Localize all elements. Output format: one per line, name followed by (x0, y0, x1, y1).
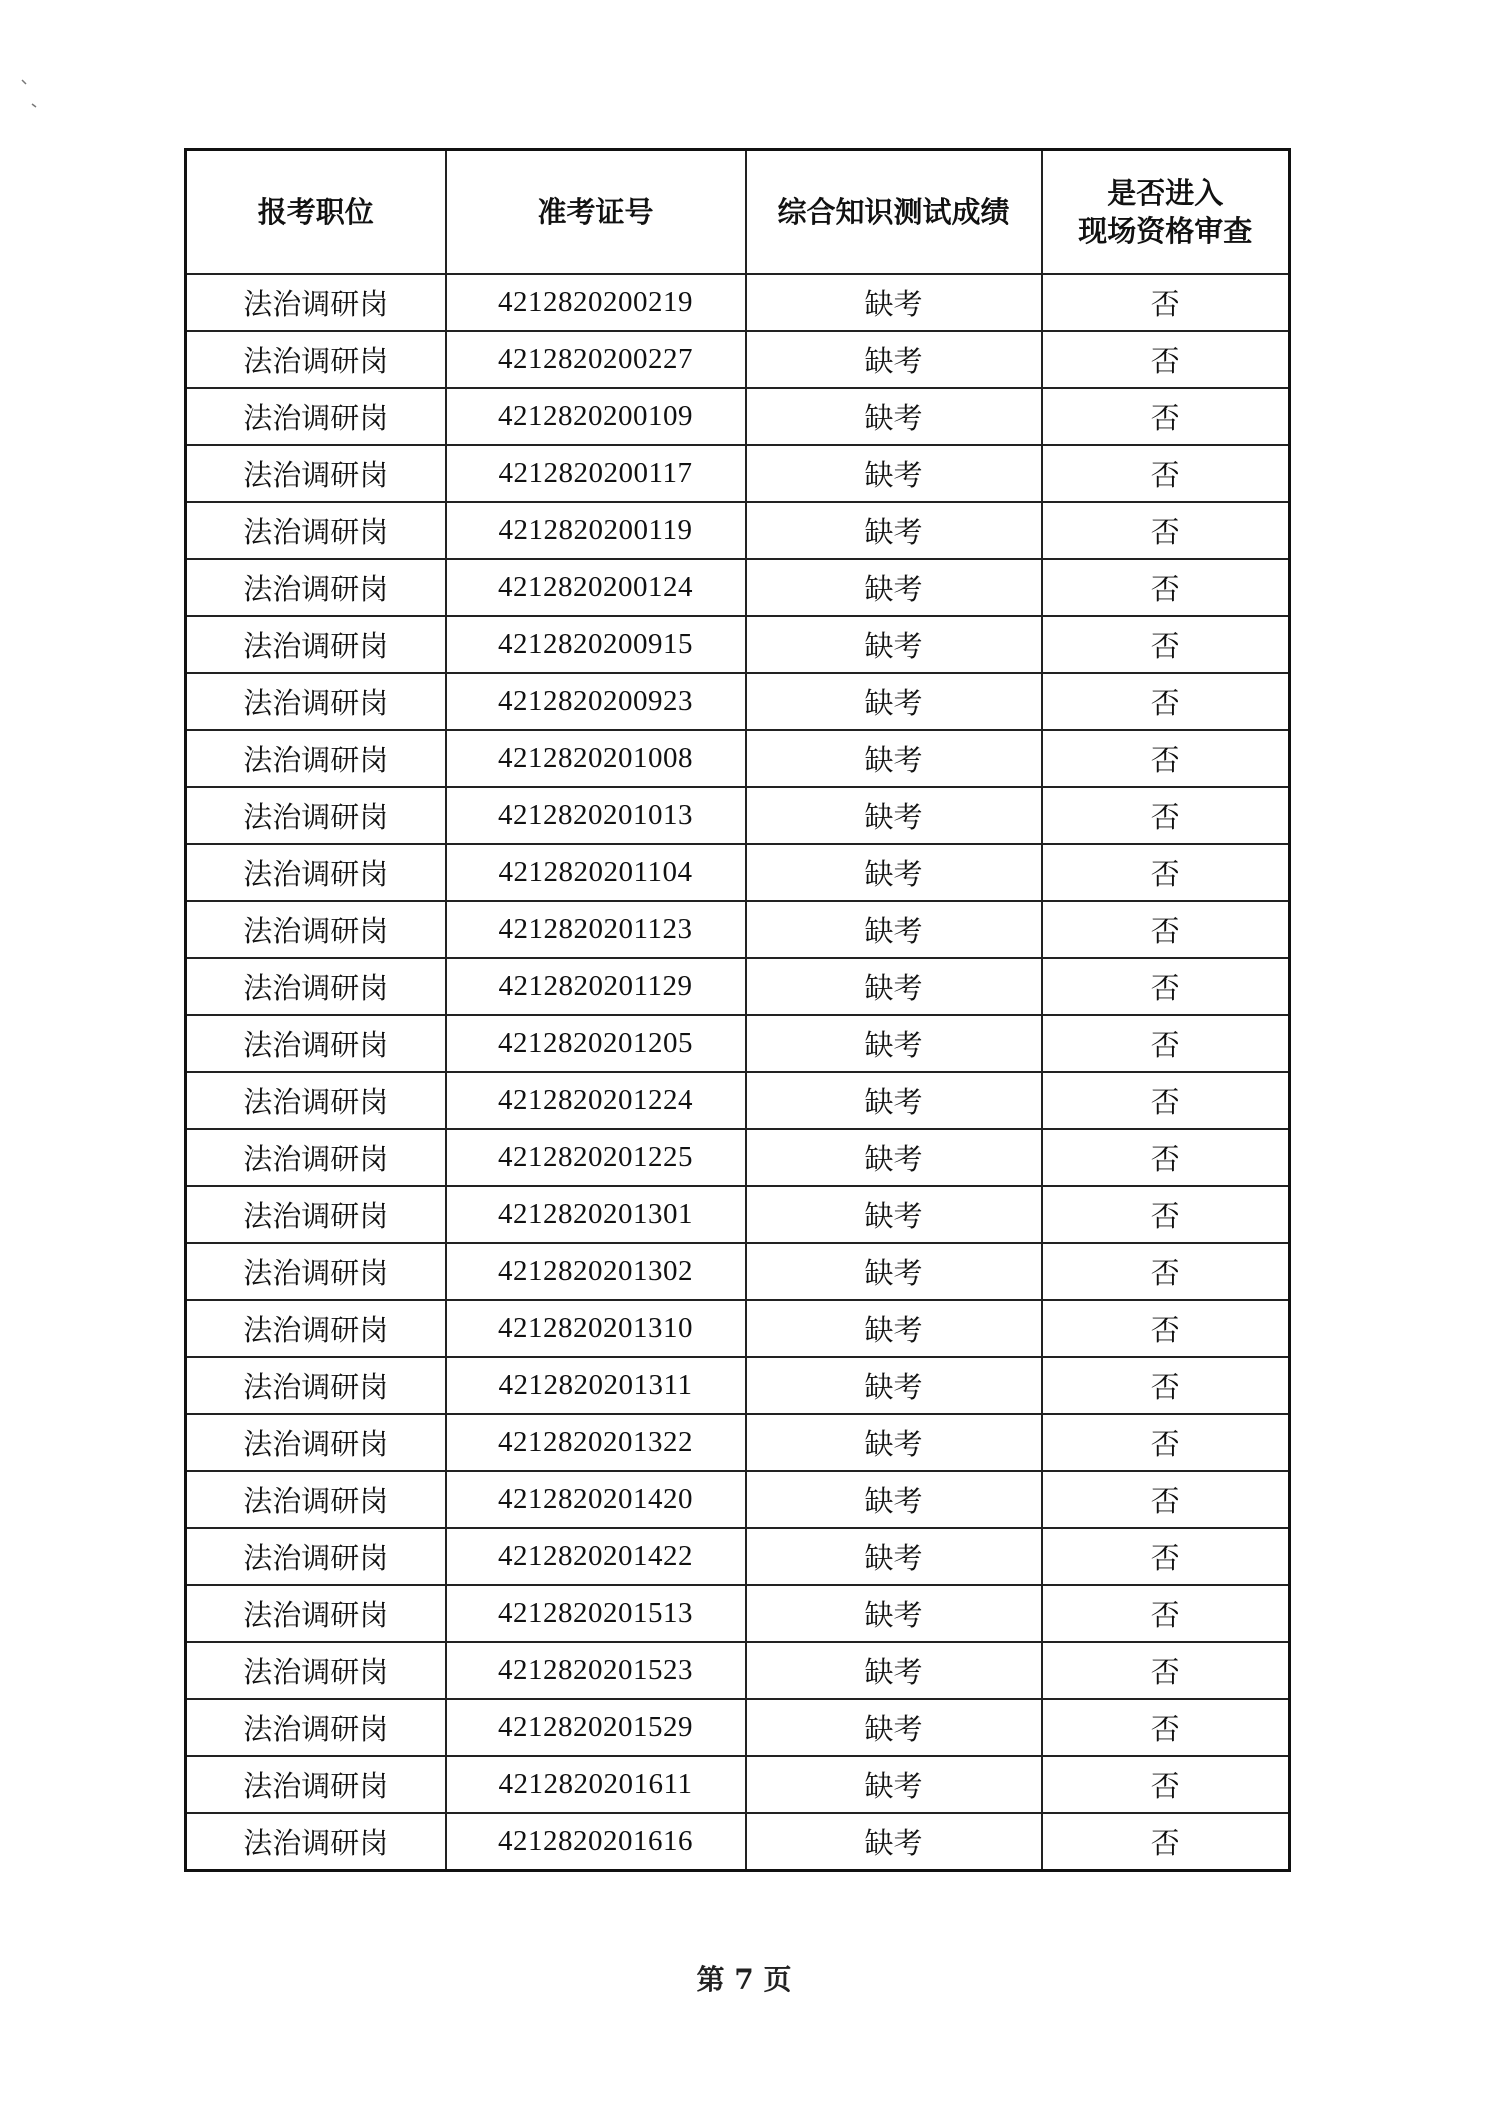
cell-review: 否 (1042, 1186, 1290, 1243)
cell-score: 缺考 (746, 1528, 1042, 1585)
cell-score: 缺考 (746, 1300, 1042, 1357)
cell-review: 否 (1042, 1813, 1290, 1871)
cell-position: 法治调研岗 (186, 559, 446, 616)
cell-exam-number: 4212820201104 (446, 844, 746, 901)
cell-review: 否 (1042, 787, 1290, 844)
table-row (186, 730, 1290, 787)
header-exam-number: 准考证号 (446, 150, 746, 275)
table-row (186, 1186, 1290, 1243)
cell-exam-number: 4212820201311 (446, 1357, 746, 1414)
cell-score: 缺考 (746, 1186, 1042, 1243)
cell-position: 法治调研岗 (186, 1528, 446, 1585)
cell-exam-number: 4212820200124 (446, 559, 746, 616)
table-row (186, 1072, 1290, 1129)
cell-position: 法治调研岗 (186, 1300, 446, 1357)
table-row (186, 1357, 1290, 1414)
cell-review: 否 (1042, 673, 1290, 730)
cell-review: 否 (1042, 1300, 1290, 1357)
table-row (186, 1585, 1290, 1642)
cell-exam-number: 4212820201301 (446, 1186, 746, 1243)
table-row (186, 1528, 1290, 1585)
table-row (186, 388, 1290, 445)
cell-score: 缺考 (746, 1756, 1042, 1813)
cell-exam-number: 4212820200227 (446, 331, 746, 388)
cell-review: 否 (1042, 1642, 1290, 1699)
cell-exam-number: 4212820201013 (446, 787, 746, 844)
cell-position: 法治调研岗 (186, 844, 446, 901)
table-row (186, 1300, 1290, 1357)
cell-position: 法治调研岗 (186, 1471, 446, 1528)
cell-review: 否 (1042, 1585, 1290, 1642)
cell-review: 否 (1042, 1471, 1290, 1528)
header-review (1042, 150, 1290, 275)
cell-exam-number: 4212820200119 (446, 502, 746, 559)
cell-review: 否 (1042, 388, 1290, 445)
table-row (186, 901, 1290, 958)
cell-review: 否 (1042, 730, 1290, 787)
cell-exam-number: 4212820201420 (446, 1471, 746, 1528)
cell-position: 法治调研岗 (186, 1585, 446, 1642)
table-row (186, 673, 1290, 730)
cell-score: 缺考 (746, 1129, 1042, 1186)
cell-score: 缺考 (746, 274, 1042, 331)
table-row (186, 958, 1290, 1015)
cell-exam-number: 4212820201310 (446, 1300, 746, 1357)
cell-position: 法治调研岗 (186, 445, 446, 502)
cell-exam-number: 4212820201422 (446, 1528, 746, 1585)
cell-exam-number: 4212820200117 (446, 445, 746, 502)
cell-position: 法治调研岗 (186, 958, 446, 1015)
table-row (186, 1243, 1290, 1300)
table-row (186, 1756, 1290, 1813)
cell-position: 法治调研岗 (186, 1072, 446, 1129)
cell-review: 否 (1042, 502, 1290, 559)
table-row (186, 1471, 1290, 1528)
table-row (186, 787, 1290, 844)
cell-position: 法治调研岗 (186, 616, 446, 673)
cell-score: 缺考 (746, 559, 1042, 616)
cell-exam-number: 4212820201616 (446, 1813, 746, 1871)
cell-position: 法治调研岗 (186, 1243, 446, 1300)
cell-review: 否 (1042, 1756, 1290, 1813)
table-row (186, 616, 1290, 673)
cell-position: 法治调研岗 (186, 502, 446, 559)
cell-score: 缺考 (746, 787, 1042, 844)
cell-exam-number: 4212820201008 (446, 730, 746, 787)
cell-score: 缺考 (746, 901, 1042, 958)
cell-score: 缺考 (746, 1699, 1042, 1756)
cell-review: 否 (1042, 1129, 1290, 1186)
table-row (186, 274, 1290, 331)
cell-position: 法治调研岗 (186, 730, 446, 787)
cell-score: 缺考 (746, 1813, 1042, 1871)
cell-review: 否 (1042, 1243, 1290, 1300)
cell-review: 否 (1042, 901, 1290, 958)
cell-review: 否 (1042, 844, 1290, 901)
scan-specks (0, 0, 60, 120)
table-row (186, 1015, 1290, 1072)
cell-position: 法治调研岗 (186, 331, 446, 388)
cell-exam-number: 4212820200219 (446, 274, 746, 331)
cell-exam-number: 4212820201205 (446, 1015, 746, 1072)
cell-position: 法治调研岗 (186, 673, 446, 730)
cell-score: 缺考 (746, 445, 1042, 502)
cell-exam-number: 4212820201302 (446, 1243, 746, 1300)
cell-score: 缺考 (746, 616, 1042, 673)
table-row (186, 331, 1290, 388)
cell-review: 否 (1042, 559, 1290, 616)
cell-exam-number: 4212820201529 (446, 1699, 746, 1756)
cell-score: 缺考 (746, 1015, 1042, 1072)
table-row (186, 1642, 1290, 1699)
cell-position: 法治调研岗 (186, 388, 446, 445)
cell-score: 缺考 (746, 331, 1042, 388)
cell-review: 否 (1042, 445, 1290, 502)
cell-position: 法治调研岗 (186, 1813, 446, 1871)
cell-position: 法治调研岗 (186, 1756, 446, 1813)
cell-exam-number: 4212820200923 (446, 673, 746, 730)
cell-position: 法治调研岗 (186, 1129, 446, 1186)
table-row (186, 445, 1290, 502)
cell-score: 缺考 (746, 1585, 1042, 1642)
header-review-line1: 是否进入 (1107, 176, 1224, 210)
cell-exam-number: 4212820201123 (446, 901, 746, 958)
cell-position: 法治调研岗 (186, 901, 446, 958)
cell-position: 法治调研岗 (186, 1642, 446, 1699)
cell-review: 否 (1042, 1699, 1290, 1756)
cell-exam-number: 4212820200915 (446, 616, 746, 673)
cell-score: 缺考 (746, 1243, 1042, 1300)
cell-score: 缺考 (746, 502, 1042, 559)
page-number: 第 7 页 (696, 1963, 792, 1996)
table-row (186, 1414, 1290, 1471)
header-review-line2: 现场资格审查 (1078, 214, 1253, 248)
cell-score: 缺考 (746, 388, 1042, 445)
cell-score: 缺考 (746, 1357, 1042, 1414)
table-row (186, 1813, 1290, 1871)
cell-position: 法治调研岗 (186, 1357, 446, 1414)
cell-score: 缺考 (746, 1642, 1042, 1699)
table-row (186, 1699, 1290, 1756)
table-row (186, 559, 1290, 616)
cell-exam-number: 4212820201129 (446, 958, 746, 1015)
table-row (186, 1129, 1290, 1186)
cell-score: 缺考 (746, 673, 1042, 730)
table-row (186, 844, 1290, 901)
cell-exam-number: 4212820201513 (446, 1585, 746, 1642)
cell-exam-number: 4212820201611 (446, 1756, 746, 1813)
cell-score: 缺考 (746, 1072, 1042, 1129)
table-header-row (186, 150, 1290, 275)
cell-position: 法治调研岗 (186, 274, 446, 331)
cell-review: 否 (1042, 1528, 1290, 1585)
cell-position: 法治调研岗 (186, 787, 446, 844)
cell-exam-number: 4212820200109 (446, 388, 746, 445)
results-table (184, 148, 1291, 1872)
cell-review: 否 (1042, 331, 1290, 388)
table-body (186, 274, 1290, 1871)
cell-review: 否 (1042, 274, 1290, 331)
cell-score: 缺考 (746, 958, 1042, 1015)
cell-review: 否 (1042, 1015, 1290, 1072)
cell-position: 法治调研岗 (186, 1414, 446, 1471)
cell-exam-number: 4212820201523 (446, 1642, 746, 1699)
cell-review: 否 (1042, 958, 1290, 1015)
header-score: 综合知识测试成绩 (746, 150, 1042, 275)
cell-review: 否 (1042, 616, 1290, 673)
cell-review: 否 (1042, 1357, 1290, 1414)
cell-review: 否 (1042, 1414, 1290, 1471)
cell-score: 缺考 (746, 730, 1042, 787)
cell-exam-number: 4212820201225 (446, 1129, 746, 1186)
cell-score: 缺考 (746, 1471, 1042, 1528)
cell-review: 否 (1042, 1072, 1290, 1129)
table-row (186, 502, 1290, 559)
cell-position: 法治调研岗 (186, 1699, 446, 1756)
cell-exam-number: 4212820201322 (446, 1414, 746, 1471)
cell-score: 缺考 (746, 1414, 1042, 1471)
cell-position: 法治调研岗 (186, 1186, 446, 1243)
cell-exam-number: 4212820201224 (446, 1072, 746, 1129)
header-position: 报考职位 (186, 150, 446, 275)
cell-position: 法治调研岗 (186, 1015, 446, 1072)
cell-score: 缺考 (746, 844, 1042, 901)
